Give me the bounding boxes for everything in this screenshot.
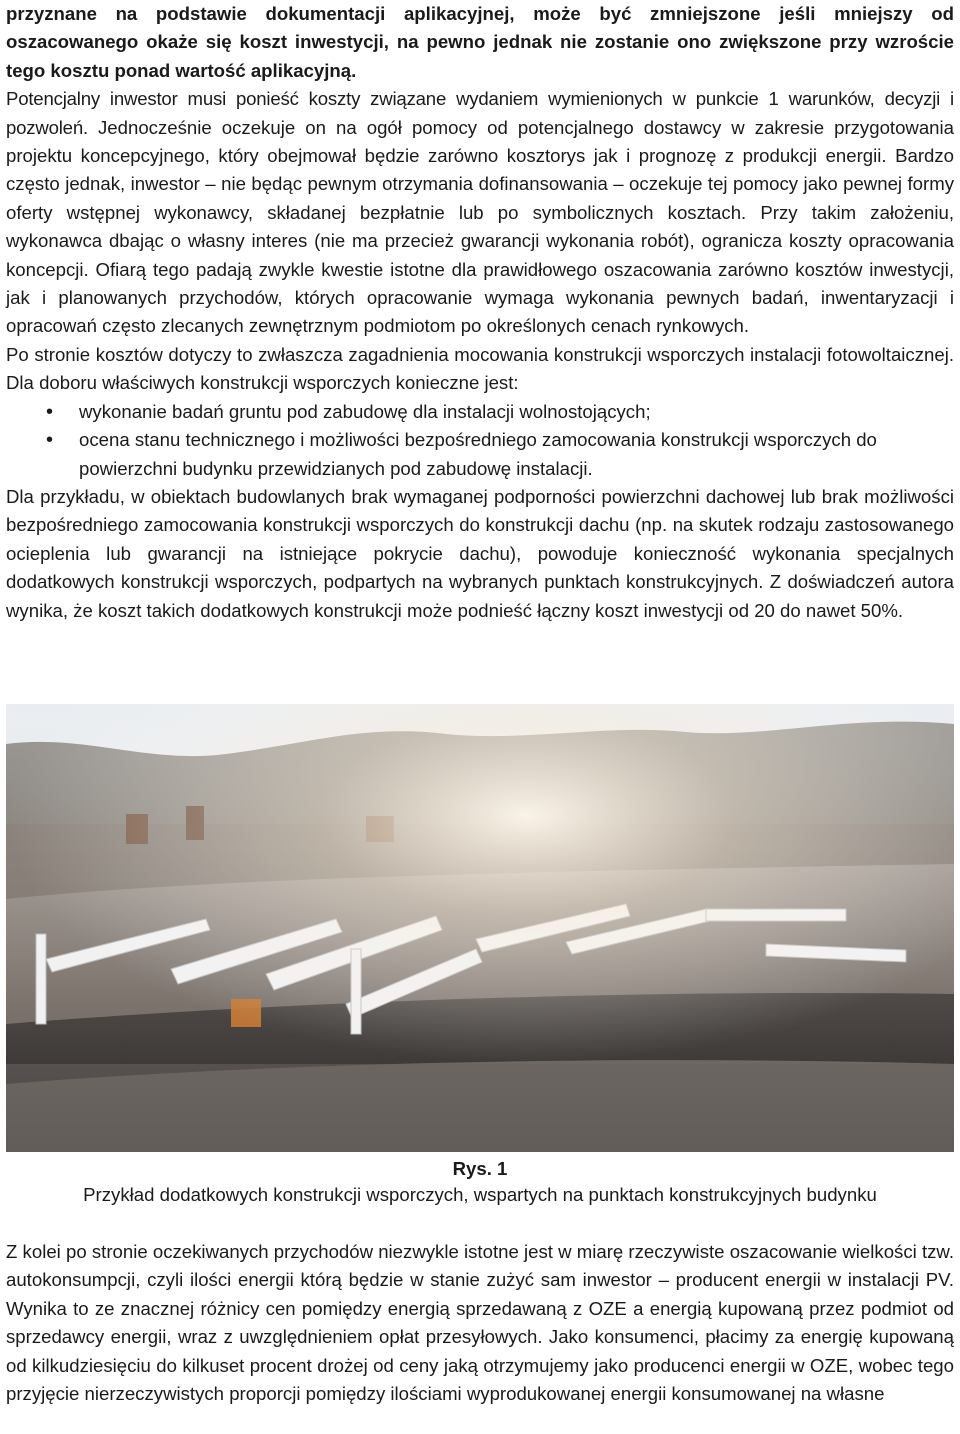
figure-number: Rys. 1 [452,1158,508,1179]
document-body-top [6,0,954,625]
document-body-bottom [6,1238,954,1408]
paragraph-2 [6,85,954,341]
paragraph-4: Dla przykładu, w obiektach budowlanych brak wymaganej podporności powierzchni dachowej lub brak możliwości bezpośredniego zamocowania konstrukcji wsporczych do konstrukcji dachu (np. na skutek rodzaju zastosowanego ocieplenia lub gwarancji na istniejące pokrycie dachu), powoduje konieczność wykonania specjalnych dodatkowych konstrukcji wsporczych, podpartych na wybranych punktach konstrukcyjnych. Z doświadczeń autora wynika, że koszt takich dodatkowych konstrukcji może podnieść łączny koszt inwestycji od 20 do nawet 50%. [6,485,954,621]
paragraph-2-lead: Potencjalny inwestor musi ponieść koszty związane wydaniem wymienionych w punkcie 1 warunków, decyzji i pozwoleń. [6,88,954,138]
paragraph-1: przyznane na podstawie dokumentacji aplikacyjnej, może być zmniejszone jeśli mniejszy od oszacowanego okaże się koszt inwestycji, na pewno jednak nie zostanie ono zwiększone przy wzroście tego kosztu ponad wartość aplikacyjną. [6,3,954,81]
list-item [6,426,954,483]
list-item [6,398,954,426]
bullet-icon: • [46,400,54,423]
list-item-text: wykonanie badań gruntu pod zabudowę dla instalacji wolnostojących; [79,400,651,422]
bullet-icon: • [46,429,54,452]
paragraph-5: Z kolei po stronie oczekiwanych przychodów niezwykle istotne jest w miarę rzeczywiste oszacowanie wielkości tzw. autokonsumpcji, czyli ilości energii którą będzie w stanie zużyć sam inwestor – producent energii w instalacji PV. Wynika to ze znacznej różnicy cen pomiędzy energią sprzedawaną z OZE a energią kupowaną przez podmiot od sprzedawcy energii, wraz z uwzględnieniem opłat przesyłowych. Jako konsumenci, płacimy za energię kupowaną od kilkudziesięciu do kilkuset procent drożej od ceny jaką otrzymujemy jako producenci energii w OZE, wobec tego przyjęcie nierzeczywistych proporcji pomiędzy ilościami wyprodukowanej energii konsumowanej na własne [6,1241,954,1405]
list-item-text: ocena stanu technicznego i możliwości bezpośredniego zamocowania konstrukcji wsporczych do powierzchni budynku przewidzianych pod zabudowę instalacji. [79,429,877,479]
roof-photo-figure [6,704,954,1152]
roof-photo [6,704,954,1152]
requirements-list [6,398,954,483]
paragraph-3: Po stronie kosztów dotyczy to zwłaszcza zagadnienia mocowania konstrukcji wsporczych instalacji fotowoltaicznej. Dla doboru właściwych konstrukcji wsporczych konieczne jest: [6,343,954,394]
figure-caption: Przykład dodatkowych konstrukcji wsporczych, wspartych na punktach konstrukcyjnych budynku [83,1184,877,1205]
paragraph-2-rest: Jednocześnie oczekuje on na ogół pomocy od potencjalnego dostawcy w zakresie przygotowania projektu koncepcyjnego, który obejmował będzie zarówno kosztorys jak i prognozę z produkcji energii. Bardzo często jednak, inwestor – nie będąc pewnym otrzymania dofinansowania – oczekuje tej pomocy jako pewnej formy oferty wstępnej wykonawcy, składanej bezpłatnie lub po symbolicznych kosztach. Przy takim założeniu, wykonawca dbając o własny interes (nie ma przecież gwarancji wykonania robót), ogranicza koszty opracowania koncepcji. Ofiarą tego padają zwykle kwestie istotne dla prawidłowego oszacowania zarówno kosztów inwestycji, jak i planowanych przychodów, których opracowanie wymaga wykonania pewnych badań, inwentaryzacji i opracowań często zlecanych zewnętrznym podmiotom po określonych cenach rynkowych. [6,116,954,337]
